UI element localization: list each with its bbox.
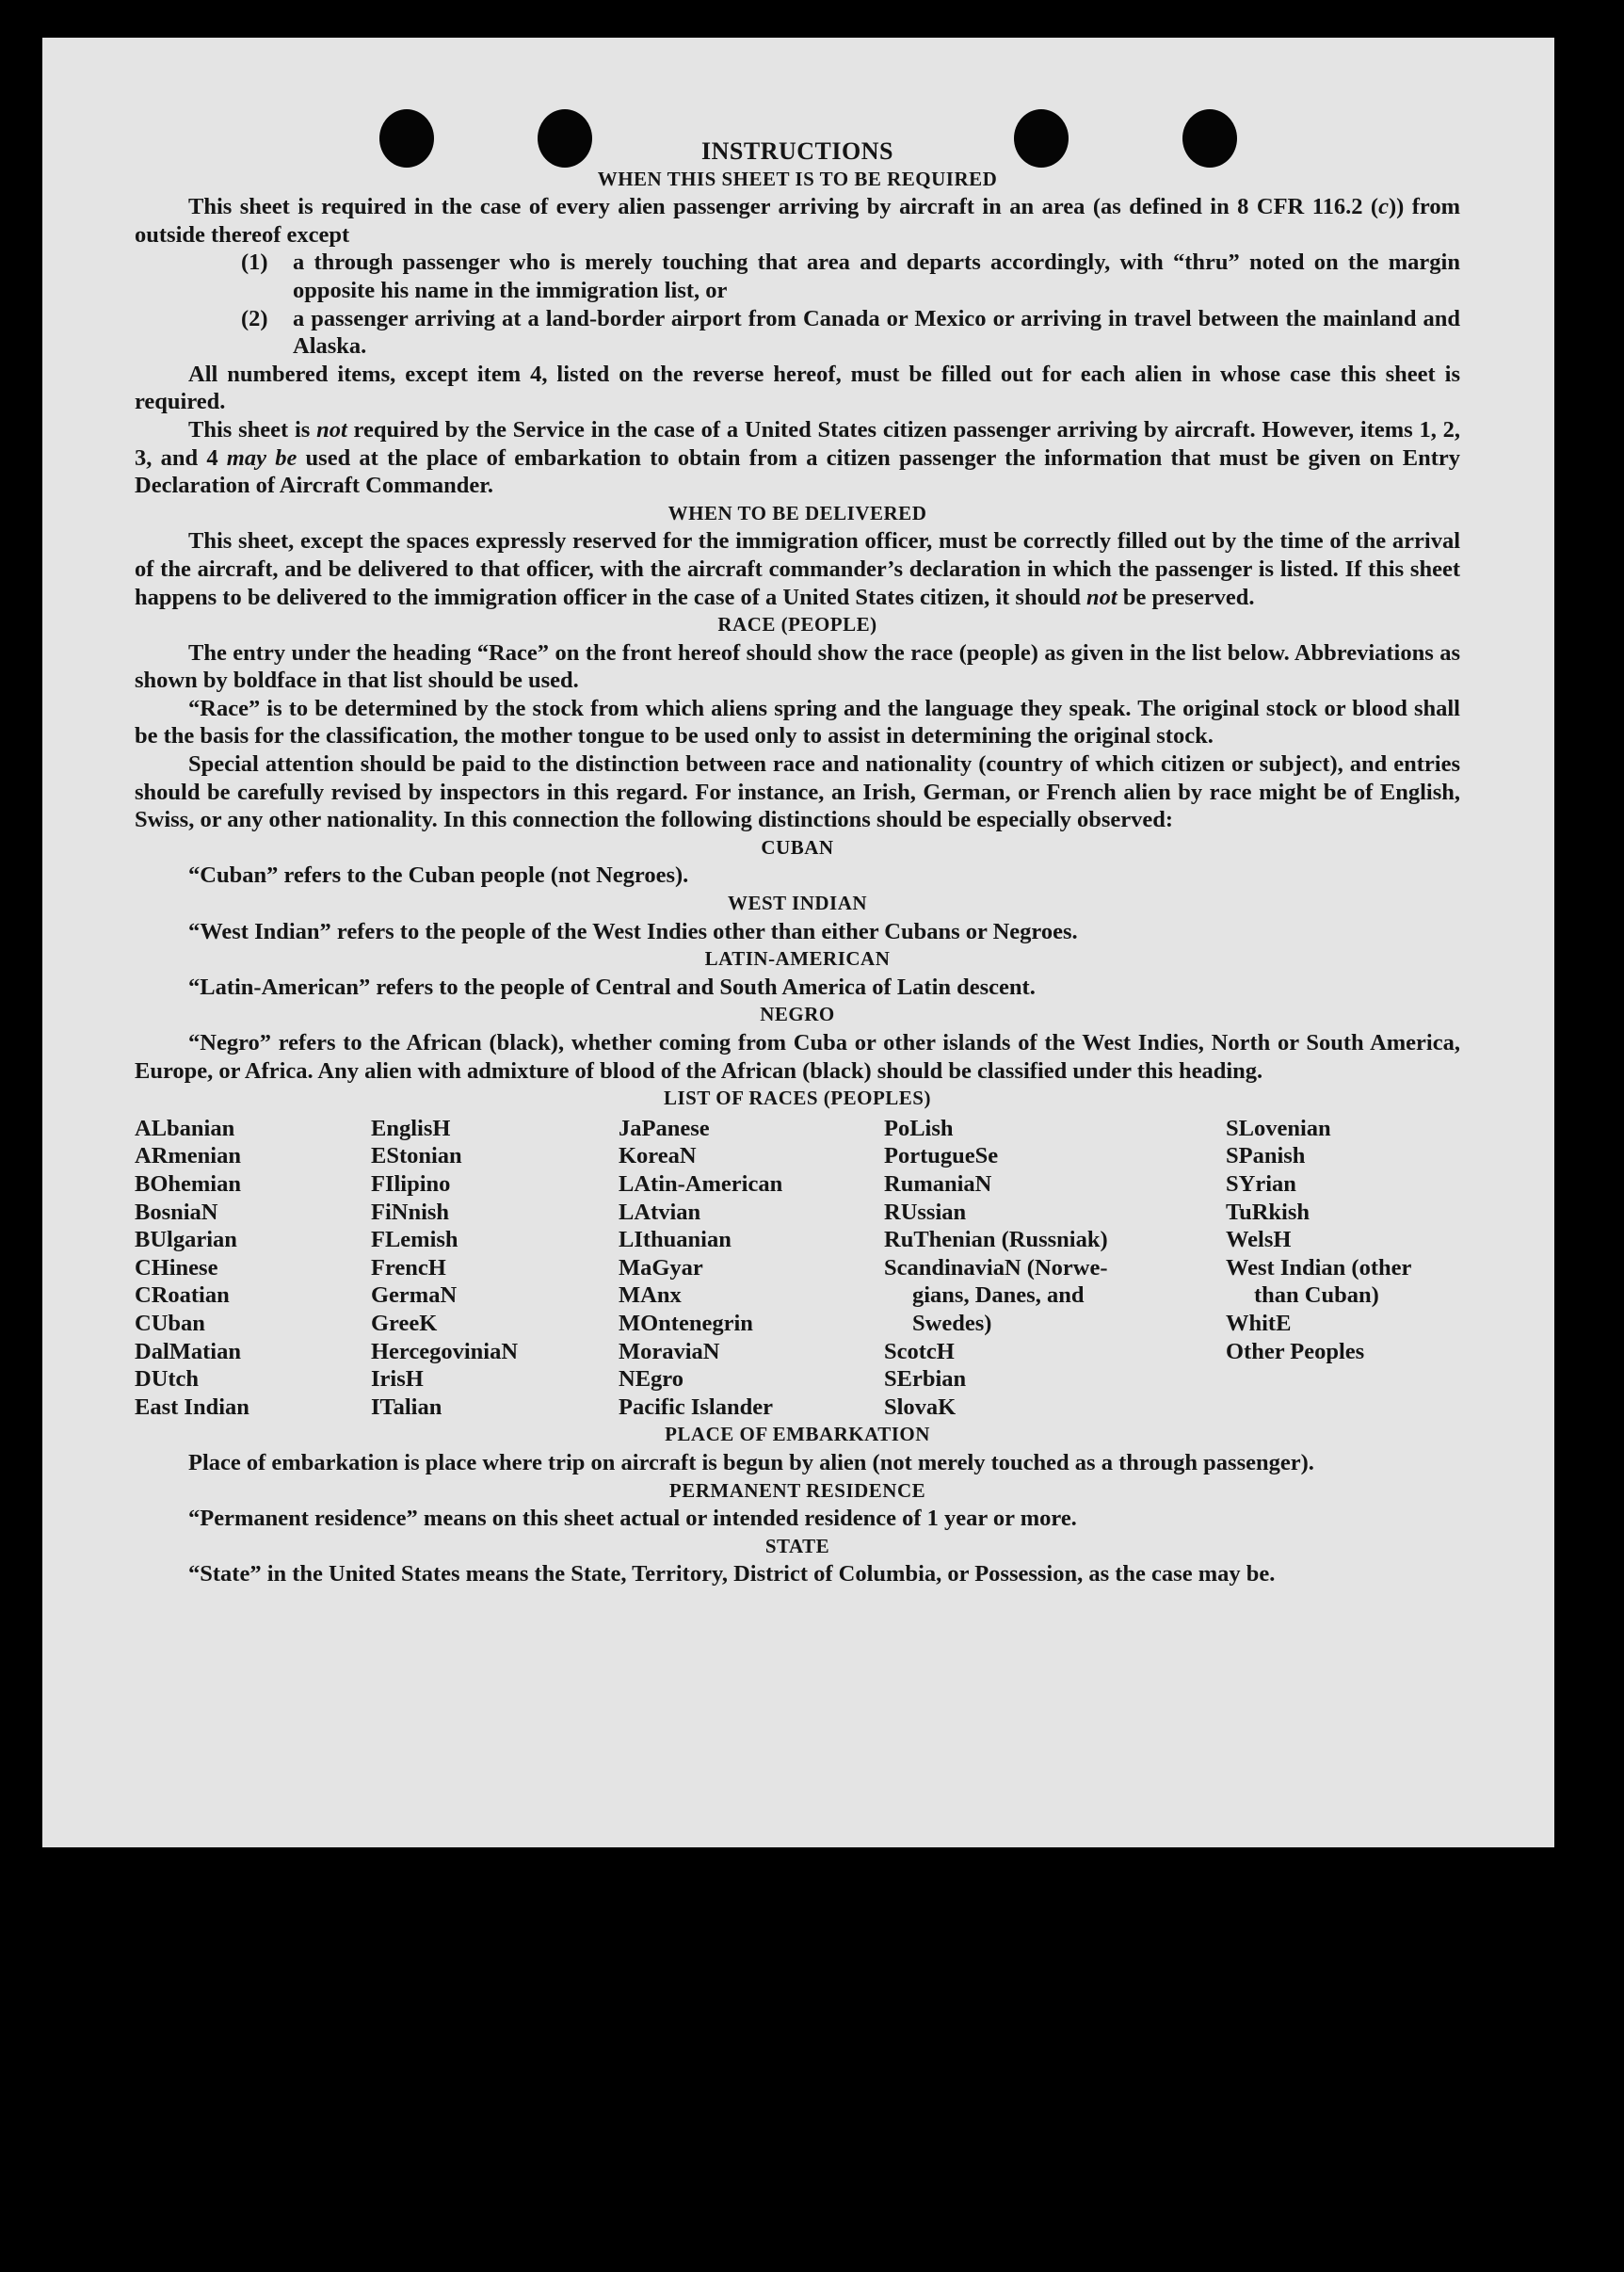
race-entry: Swedes) — [912, 1310, 992, 1336]
item-text: a through passenger who is merely touching that area and departs accordingly, with “thru” noted on the margin opposite his name in the immigration list, or — [293, 250, 1460, 303]
race-entry: Pacific Islander — [619, 1394, 773, 1420]
race-entry: BosniaN — [135, 1199, 218, 1225]
race-entry: GreeK — [371, 1310, 438, 1336]
paragraph: “Latin-American” refers to the people of Central and South America of Latin descent. — [188, 974, 1036, 1000]
race-entry: LIthuanian — [619, 1227, 732, 1253]
race-entry: ScandinaviaN (Norwe- — [884, 1254, 1108, 1281]
race-entry: DUtch — [135, 1366, 200, 1393]
paragraph: The entry under the heading “Race” on the front hereof should show the race (people) as given in the list below. Abbreviations as shown by boldface in that list should be used. — [135, 639, 1460, 694]
race-entry: than Cuban) — [1254, 1282, 1379, 1309]
section-heading: WEST INDIAN — [727, 892, 868, 915]
race-entry: DalMatian — [135, 1338, 241, 1364]
paragraph: Special attention should be paid to the distinction between race and nationality (country of which citizen or subject), and entries should be carefully revised by inspectors in this regard. For instance, an Irish, German, or French alien by race might be of English, Swiss, or any other nationality. In this connection the following distinctions should be especially observed: — [135, 751, 1460, 833]
race-entry: CRoatian — [135, 1282, 230, 1309]
race-entry: MOntenegrin — [619, 1310, 753, 1336]
race-entry: Other Peoples — [1226, 1338, 1365, 1364]
paragraph: All numbered items, except item 4, listed on the reverse hereof, must be filled out for each alien in whose case this sheet is required. — [135, 361, 1460, 415]
race-entry: MoraviaN — [619, 1338, 720, 1364]
race-entry: SlovaK — [884, 1394, 957, 1420]
section-heading: PERMANENT RESIDENCE — [668, 1478, 926, 1502]
race-entry: MAnx — [619, 1282, 682, 1309]
race-entry: BOhemian — [135, 1170, 241, 1197]
section-heading: RACE (PEOPLE) — [717, 613, 877, 636]
race-entry: FiNnish — [371, 1199, 450, 1225]
section-heading: CUBAN — [761, 835, 834, 859]
race-entry: HercegoviniaN — [371, 1338, 519, 1364]
race-entry: SPanish — [1226, 1143, 1306, 1169]
item-text: a passenger arriving at a land-border airport from Canada or Mexico or arriving in travel between the mainland and Alaska. — [293, 305, 1460, 360]
race-entry: NEgro — [619, 1366, 683, 1393]
races-column — [619, 1115, 884, 1422]
race-entry: SLovenian — [1226, 1115, 1331, 1141]
races-list — [135, 1115, 1460, 1422]
race-entry: TuRkish — [1226, 1199, 1310, 1225]
race-entry: IrisH — [371, 1366, 424, 1393]
section-heading: PLACE OF EMBARKATION — [665, 1423, 930, 1446]
race-entry: SYrian — [1226, 1170, 1296, 1197]
item-number: (2) — [241, 305, 268, 331]
section-heading: LIST OF RACES (PEOPLES) — [664, 1087, 931, 1110]
race-entry: GermaN — [371, 1282, 458, 1309]
race-entry: RumaniaN — [884, 1170, 992, 1197]
race-entry: WelsH — [1226, 1227, 1292, 1253]
race-entry: FrencH — [371, 1254, 446, 1281]
race-entry: RUssian — [884, 1199, 967, 1225]
paragraph: “Race” is to be determined by the stock from which aliens spring and the language they speak. The original stock or blood shall be the basis for the classification, the mother tongue to be used only to assist in determining the original stock. — [135, 695, 1460, 749]
race-entry: ScotcH — [884, 1338, 955, 1364]
race-entry: BUlgarian — [135, 1227, 237, 1253]
race-entry: EStonian — [371, 1143, 462, 1169]
list-item — [241, 305, 1460, 361]
race-entry: PortugueSe — [884, 1143, 999, 1169]
race-entry: gians, Danes, and — [912, 1282, 1085, 1309]
race-entry: East Indian — [135, 1394, 249, 1420]
races-column — [135, 1115, 371, 1422]
race-entry: EnglisH — [371, 1115, 451, 1141]
race-entry: West Indian (other — [1226, 1254, 1412, 1281]
paragraph: “State” in the United States means the State, Territory, District of Columbia, or Possession, as the case may be. — [188, 1561, 1276, 1587]
race-entry: RuThenian (Russniak) — [884, 1227, 1108, 1253]
instructions-body — [135, 137, 1460, 1588]
paragraph: This sheet is not required by the Service in the case of a United States citizen passenger arriving by aircraft. However, items 1, 2, 3, and 4 may be used at the place of embarkation to obtain from a citizen passenger the information that must be given on Entry Declaration of Aircraft Commander. — [135, 416, 1460, 499]
race-entry: MaGyar — [619, 1254, 703, 1281]
race-entry: LAtvian — [619, 1199, 701, 1225]
race-entry: KoreaN — [619, 1143, 697, 1169]
paragraph: “Cuban” refers to the Cuban people (not Negroes). — [188, 862, 689, 889]
races-column — [1226, 1115, 1460, 1422]
section-heading: LATIN-AMERICAN — [704, 947, 891, 971]
race-entry: PoLish — [884, 1115, 954, 1141]
section-heading: NEGRO — [760, 1003, 835, 1026]
section-heading: STATE — [764, 1534, 830, 1557]
race-entry: FIlipino — [371, 1170, 451, 1197]
section-heading: WHEN TO BE DELIVERED — [667, 501, 927, 524]
paragraph: This sheet, except the spaces expressly reserved for the immigration officer, must be correctly filled out by the time of the arrival of the aircraft, and be delivered to that officer, with the aircraft commander’s declaration in which the passenger is listed. If this sheet happens to be delivered to the immigration officer in the case of a United States citizen, it should not be preserved. — [135, 528, 1460, 610]
paragraph: “Permanent residence” means on this sheet actual or intended residence of 1 year or more. — [188, 1506, 1077, 1532]
race-entry: WhitE — [1226, 1310, 1292, 1336]
paragraph: Place of embarkation is place where trip on aircraft is begun by alien (not merely touched as a through passenger). — [188, 1449, 1314, 1475]
document-title: INSTRUCTIONS — [701, 137, 893, 165]
paragraph: “West Indian” refers to the people of the West Indies other than either Cubans or Negroes. — [188, 918, 1078, 944]
race-entry: ITalian — [371, 1394, 442, 1420]
races-column — [371, 1115, 619, 1422]
list-item — [241, 249, 1460, 304]
race-entry: LAtin-American — [619, 1170, 783, 1197]
race-entry: FLemish — [371, 1227, 458, 1253]
paragraph: This sheet is required in the case of every alien passenger arriving by aircraft in an area (as defined in 8 CFR 116.2 (c)) from outside thereof except — [135, 194, 1460, 248]
race-entry: ALbanian — [135, 1115, 235, 1141]
race-entry: CHinese — [135, 1254, 218, 1281]
race-entry: ARmenian — [135, 1143, 241, 1169]
paragraph: “Negro” refers to the African (black), whether coming from Cuba or other islands of the West Indies, North or South America, Europe, or Africa. Any alien with admixture of blood of the African (black) should be classified under this heading. — [135, 1030, 1460, 1084]
race-entry: JaPanese — [619, 1115, 710, 1141]
section-heading: WHEN THIS SHEET IS TO BE REQUIRED — [597, 167, 998, 190]
races-column — [884, 1115, 1226, 1422]
race-entry: SErbian — [884, 1366, 967, 1393]
item-number: (1) — [241, 250, 268, 276]
race-entry: CUban — [135, 1310, 205, 1336]
